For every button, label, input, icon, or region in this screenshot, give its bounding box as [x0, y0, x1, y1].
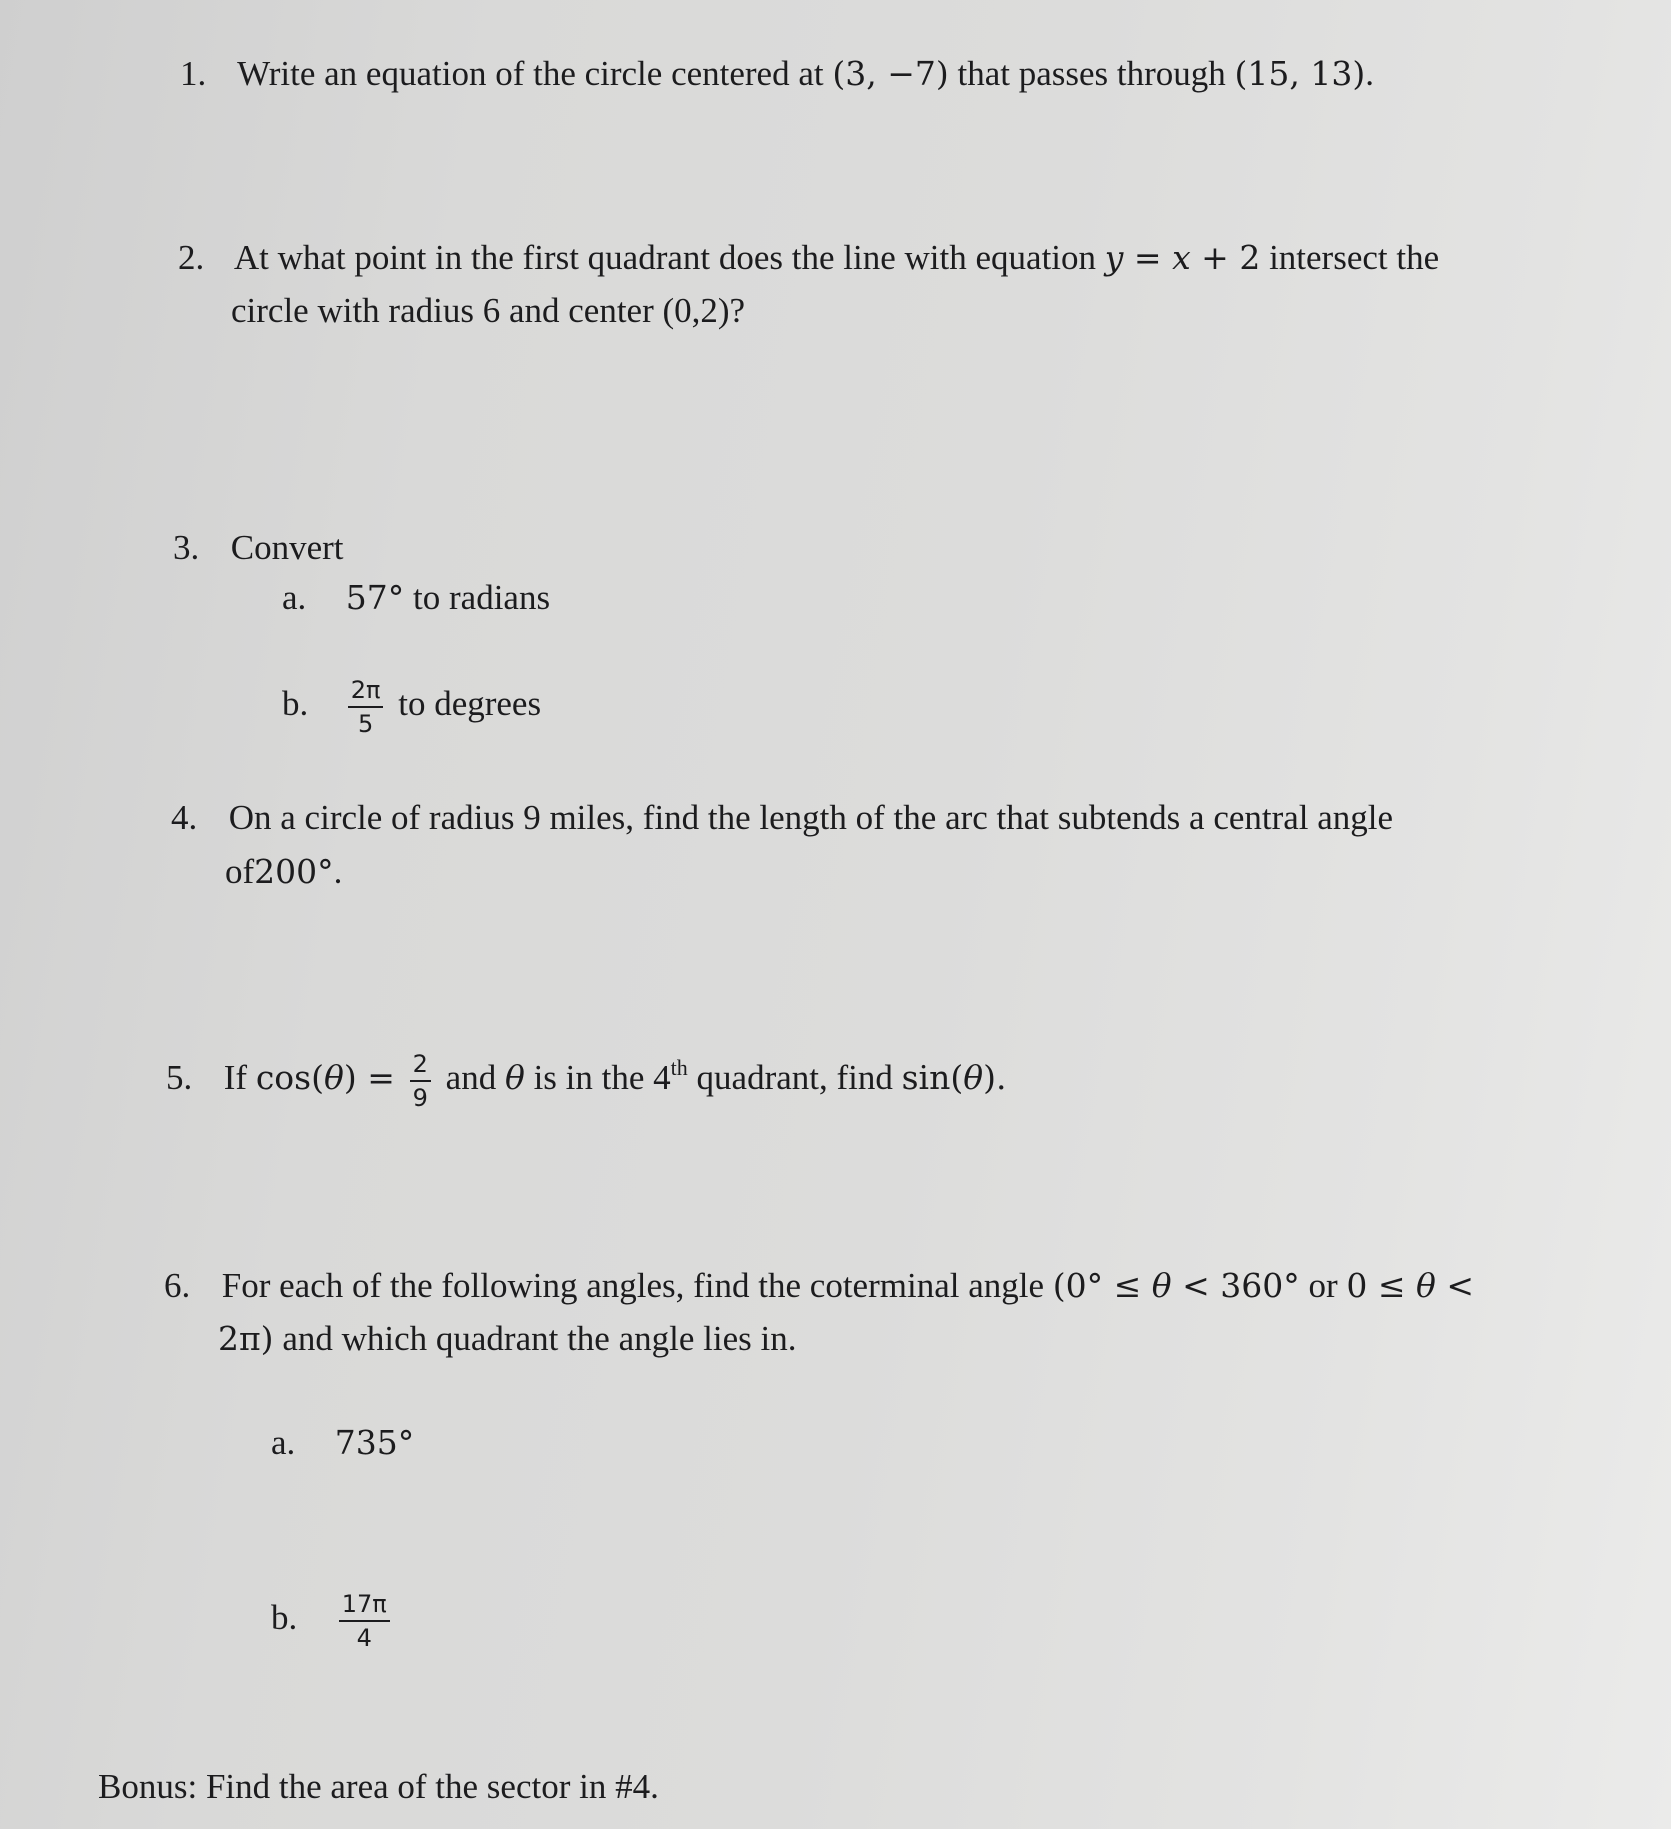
fraction [410, 1050, 431, 1112]
question-text: On a circle of radius 9 miles, find the length of the arc that subtends a central angle [228, 798, 1394, 837]
question-text: of [225, 852, 255, 891]
theta: θ [323, 1058, 344, 1098]
fraction-denominator: 5 [357, 710, 374, 738]
ordinal-suffix: th [670, 1055, 688, 1081]
sub-label: b. [271, 1598, 298, 1638]
close-equals: ) = [343, 1058, 395, 1098]
fraction-numerator: 2π [348, 676, 384, 708]
question-6-line-2 [218, 1313, 796, 1365]
bonus-question: Bonus: Find the area of the sector in #4. [98, 1767, 659, 1806]
fraction-numerator: 17π [339, 1590, 390, 1622]
question-number: 3. [173, 528, 200, 567]
var-y: y [1104, 238, 1124, 277]
question-6 [164, 1260, 1474, 1312]
theta: θ [963, 1058, 984, 1098]
range-upper-deg: < 360° [1171, 1266, 1300, 1305]
close-paren: ). [983, 1058, 1007, 1098]
equals: = [1123, 238, 1173, 277]
fraction [348, 676, 384, 738]
question-4 [171, 792, 1393, 844]
cos-func: cos( [255, 1058, 324, 1098]
range-rad-start: 0 ≤ [1346, 1266, 1417, 1305]
theta: θ [1416, 1266, 1436, 1305]
theta: θ [504, 1058, 525, 1098]
question-number: 5. [166, 1058, 193, 1098]
question-text: At what point in the first quadrant does the line with equation [233, 238, 1097, 277]
sub-label: a. [282, 578, 307, 617]
fraction-numerator: 2 [410, 1050, 431, 1082]
question-2 [178, 232, 1439, 284]
question-number: 2. [178, 238, 205, 277]
sin-func: sin( [901, 1058, 964, 1098]
angle-value: 200° [254, 852, 334, 891]
punctuation: . [333, 852, 343, 891]
question-text: quadrant, find [696, 1058, 893, 1098]
center-point: (3, −7) [832, 54, 949, 93]
theta: θ [1151, 1266, 1172, 1305]
var-x: x [1172, 238, 1191, 277]
pass-point: (15, 13) [1234, 54, 1366, 93]
question-text: Write an equation of the circle centered at [237, 54, 824, 93]
plus-two: + 2 [1190, 238, 1261, 277]
question-6a [271, 1417, 414, 1469]
question-text: and [445, 1058, 497, 1098]
question-text: that passes through [957, 54, 1226, 93]
sub-label: a. [271, 1423, 296, 1462]
question-4-line-2 [225, 846, 342, 898]
question-1 [180, 48, 1374, 100]
angle-value: 735° [334, 1423, 415, 1462]
question-3a [282, 572, 550, 624]
angle-value: 57° [345, 578, 405, 617]
sub-label: b. [282, 684, 309, 724]
question-text: Convert [230, 528, 344, 567]
question-text: is in the 4 [533, 1058, 671, 1098]
question-6b [271, 1590, 396, 1652]
question-5 [166, 1050, 1006, 1112]
sub-text: to degrees [398, 684, 542, 724]
question-text: or [1308, 1266, 1338, 1305]
question-3b [282, 676, 541, 738]
fraction-denominator: 9 [412, 1084, 428, 1112]
fraction [339, 1590, 390, 1652]
question-number: 6. [164, 1266, 191, 1305]
question-2-line-2: circle with radius 6 and center (0,2)? [231, 291, 746, 330]
question-text: For each of the following angles, find the coterminal angle [221, 1266, 1044, 1305]
fraction-denominator: 4 [356, 1624, 372, 1652]
question-number: 1. [180, 54, 207, 93]
question-3 [173, 522, 344, 574]
punctuation: . [1365, 54, 1374, 93]
range-start: (0° ≤ [1052, 1266, 1152, 1305]
question-number: 4. [171, 798, 198, 837]
question-text: If [223, 1058, 248, 1098]
range-rad-less: < [1435, 1266, 1475, 1305]
sub-text: to radians [413, 578, 551, 617]
question-text: and which quadrant the angle lies in. [282, 1319, 797, 1358]
two-pi: 2π) [218, 1319, 274, 1358]
question-text: intersect the [1269, 238, 1440, 277]
